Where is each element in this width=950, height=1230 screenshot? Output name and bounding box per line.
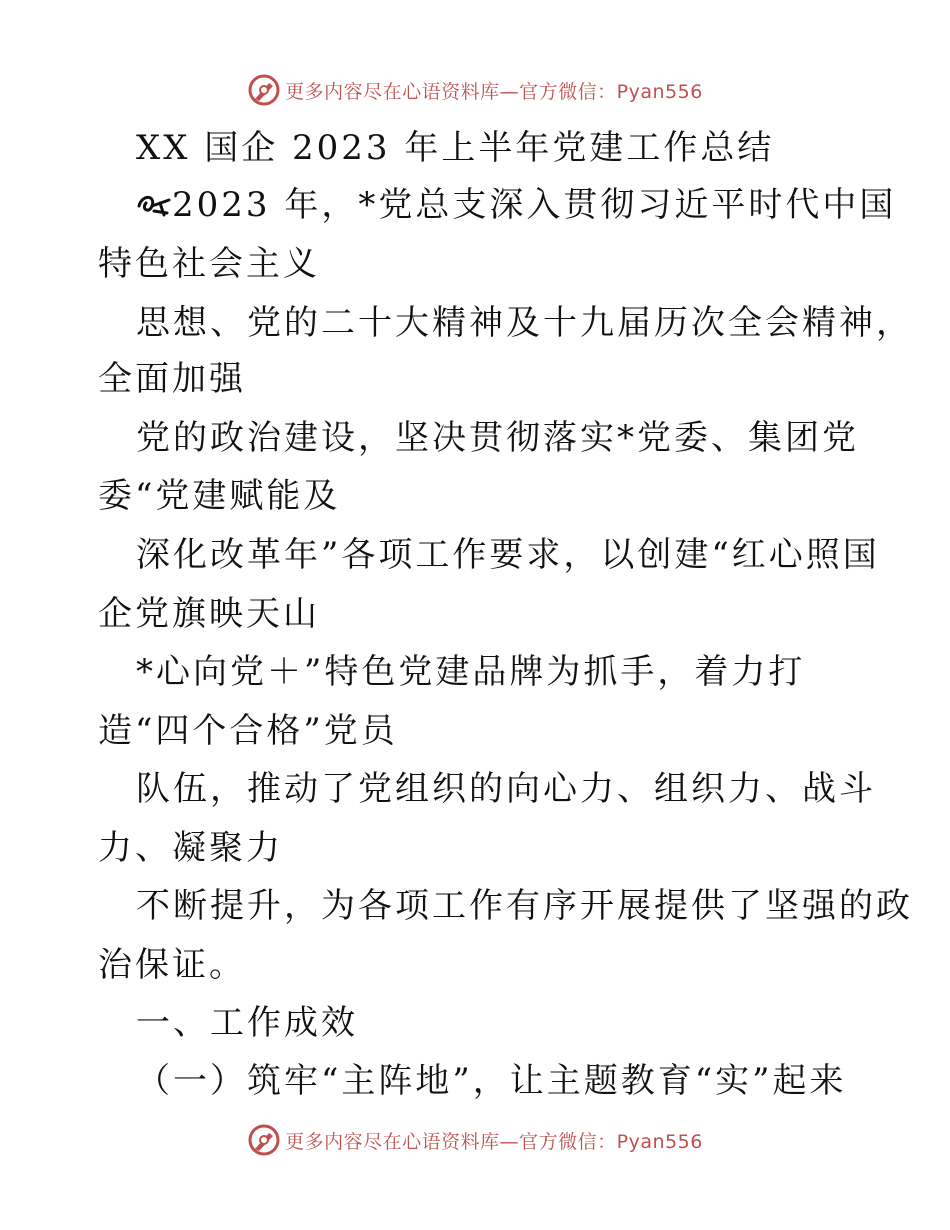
paragraph-line: 企党旗映天山 xyxy=(98,594,320,634)
banner-wechat: 官方微信：Pyan556 xyxy=(519,1130,703,1153)
paragraph-line: 深化改革年”各项工作要求，以创建“红心照国 xyxy=(136,535,880,575)
watermark-logo-icon xyxy=(247,1123,281,1157)
watermark-banner-top xyxy=(0,70,950,110)
paragraph-line: 党的政治建设，坚决贯彻落实*党委、集团党 xyxy=(136,418,859,458)
paragraph-line: 全面加强 xyxy=(98,359,246,399)
paragraph-text: 2023 年，*党总支深入贯彻习近平时代中国 xyxy=(172,185,897,225)
decorative-curl-icon xyxy=(136,189,172,219)
section-heading: 一、工作成效 xyxy=(136,1003,358,1043)
banner-text: 更多内容尽在心语资料库— xyxy=(285,80,520,103)
watermark-banner-bottom xyxy=(0,1120,950,1160)
subsection-heading: （一）筑牢“主阵地”，让主题教育“实”起来 xyxy=(136,1061,847,1101)
paragraph-line: 思想、党的二十大精神及十九届历次全会精神， xyxy=(136,303,913,343)
paragraph-line xyxy=(136,185,896,225)
paragraph-line: 队伍，推动了党组织的向心力、组织力、战斗 xyxy=(136,769,876,809)
paragraph-line: *心向党＋”特色党建品牌为抓手，着力打 xyxy=(136,652,806,692)
paragraph-line: 治保证。 xyxy=(98,945,246,985)
paragraph-line: 力、凝聚力 xyxy=(98,828,283,868)
document-title: XX 国企 2023 年上半年党建工作总结 xyxy=(136,128,775,168)
banner-wechat: 官方微信：Pyan556 xyxy=(519,80,703,103)
paragraph-line: 不断提升，为各项工作有序开展提供了坚强的政 xyxy=(136,886,913,926)
banner-text: 更多内容尽在心语资料库— xyxy=(285,1130,520,1153)
paragraph-line: 特色社会主义 xyxy=(98,244,320,284)
paragraph-line: 委“党建赋能及 xyxy=(98,476,341,516)
paragraph-line: 造“四个合格”党员 xyxy=(98,711,398,751)
watermark-logo-icon xyxy=(247,73,281,107)
